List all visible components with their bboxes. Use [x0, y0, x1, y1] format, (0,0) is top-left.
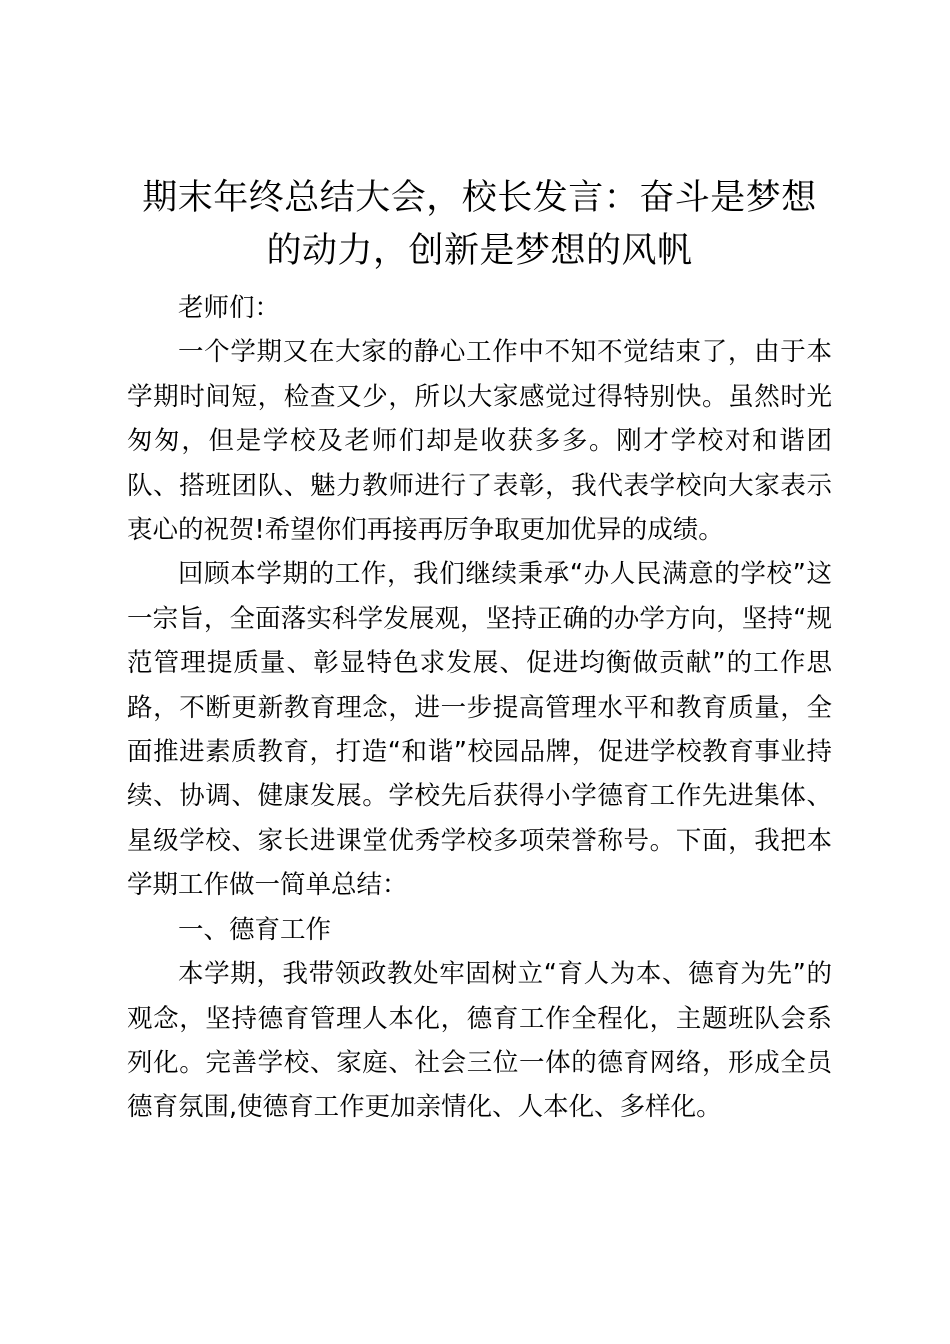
paragraph-review: 回顾本学期的工作，我们继续秉承“办人民满意的学校”这一宗旨，全面落实科学发展观，坚持正确的办学方向，坚持“规范管理提质量、彰显特色求发展、促进均衡做贡献”的工作思路，不断更新教育理念，进一步提高管理水平和教育质量，全面推进素质教育，打造“和谐”校园品牌，促进学校教育事业持续、协调、健康发展。学校先后获得小学德育工作先进集体、星级学校、家长进课堂优秀学校多项荣誉称号。下面，我把本学期工作做一简单总结：	[127, 559, 832, 901]
section-heading-moral-education: 一、德育工作	[178, 914, 332, 945]
paragraph-opening: 一个学期又在大家的静心工作中不知不觉结束了，由于本学期时间短，检查又少，所以大家感觉过得特别快。虽然时光匆匆，但是学校及老师们却是收获多多。刚才学校对和谐团队、搭班团队、魅力教师进行了表彰，我代表学校向大家表示衷心的祝贺!希望你们再接再厉争取更加优异的成绩。	[127, 337, 832, 546]
document-title: 期末年终总结大会，校长发言：奋斗是梦想的动力，创新是梦想的风帆	[142, 178, 817, 271]
salutation: 老师们：	[178, 293, 281, 323]
document-page	[127, 172, 832, 1130]
paragraph-moral-education: 本学期，我带领政教处牢固树立“育人为本、德育为先”的观念，坚持德育管理人本化，德育工作全程化，主题班队会系列化。完善学校、家庭、社会三位一体的德育网络，形成全员德育氛围,使德育工作更加亲情化、人本化、多样化。	[127, 959, 832, 1123]
